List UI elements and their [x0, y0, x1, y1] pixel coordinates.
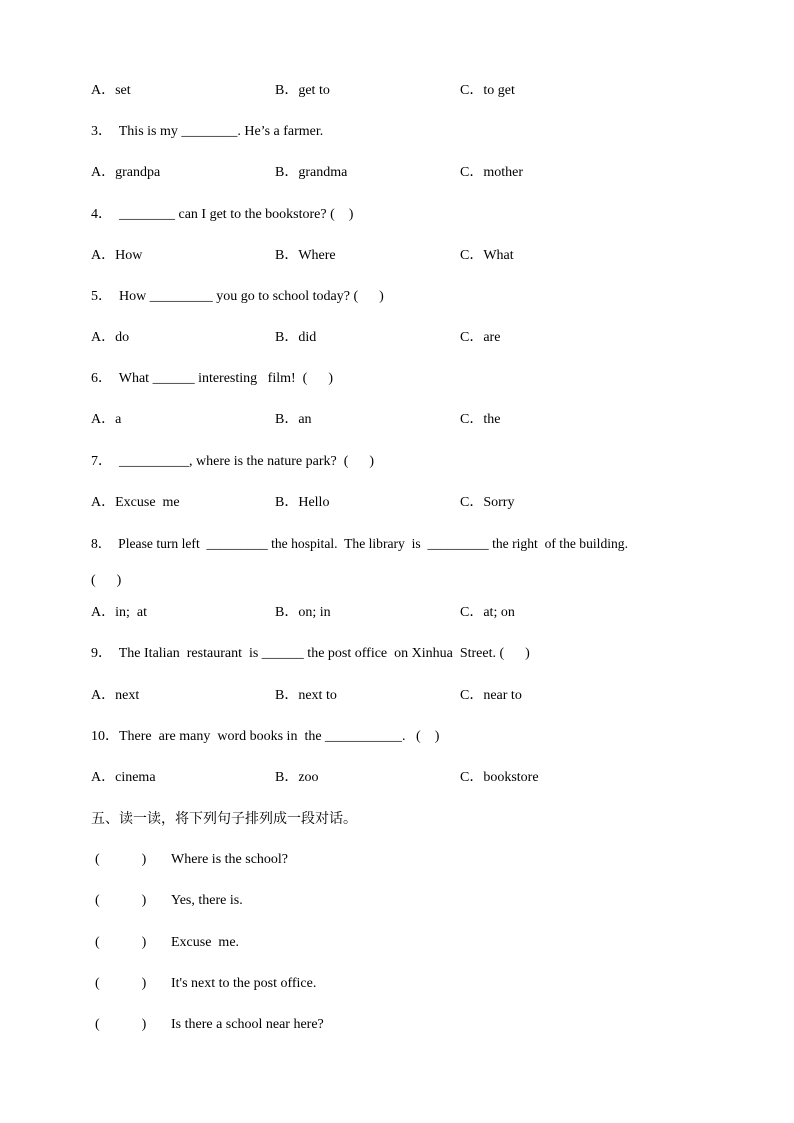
option-b: B．on; in: [275, 605, 331, 620]
question-stem: 6． What ______ interesting film! ( ): [91, 371, 333, 386]
option-a: A．cinema: [91, 770, 156, 785]
answer-paren: ( ): [95, 976, 147, 991]
option-b: B．get to: [275, 83, 330, 98]
option-a: A．Excuse me: [91, 495, 180, 510]
dialogue-sentence: It's next to the post office.: [171, 976, 317, 991]
question-stem: 4． ________ can I get to the bookstore? ( ): [91, 207, 354, 222]
question-stem: 7． __________, where is the nature park? ( ): [91, 454, 375, 469]
option-c: C．Sorry: [460, 495, 515, 510]
option-c: C．to get: [460, 83, 515, 98]
question-stem: 10．There are many word books in the ___________. ( ): [91, 729, 440, 744]
answer-paren: ( ): [95, 852, 147, 867]
option-b: B．did: [275, 330, 317, 345]
option-a: A．How: [91, 248, 143, 263]
option-c: C．the: [460, 412, 501, 427]
option-a: A．set: [91, 83, 131, 98]
option-c: C．are: [460, 330, 501, 345]
option-a: A．do: [91, 330, 130, 345]
question-stem: 8． Please turn left _________ the hospital. The library is _________ the right of the building.: [91, 536, 629, 551]
answer-paren: ( ): [95, 1017, 147, 1032]
option-c: C．bookstore: [460, 770, 539, 785]
section-heading: 五、读一读，将下列句子排列成一段对话。: [91, 811, 357, 827]
dialogue-sentence: Excuse me.: [171, 935, 240, 950]
option-a: A．in; at: [91, 605, 147, 620]
option-c: C．mother: [460, 165, 523, 180]
question-stem: 9． The Italian restaurant is ______ the post office on Xinhua Street. ( ): [91, 646, 530, 661]
dialogue-sentence: Where is the school?: [171, 852, 289, 867]
option-b: B．an: [275, 412, 312, 427]
option-b: B．Hello: [275, 495, 330, 510]
option-c: C．at; on: [460, 605, 515, 620]
option-b: B．Where: [275, 248, 336, 263]
dialogue-sentence: Yes, there is.: [171, 893, 243, 908]
dialogue-sentence: Is there a school near here?: [171, 1017, 324, 1032]
option-a: A．next: [91, 688, 140, 703]
answer-paren: ( ): [91, 573, 122, 588]
option-c: C．near to: [460, 688, 522, 703]
answer-paren: ( ): [95, 935, 147, 950]
option-b: B．zoo: [275, 770, 319, 785]
option-c: C．What: [460, 248, 514, 263]
option-a: A．grandpa: [91, 165, 161, 180]
option-a: A．a: [91, 412, 122, 427]
option-b: B．grandma: [275, 165, 348, 180]
option-b: B．next to: [275, 688, 337, 703]
question-stem: 3． This is my ________. He’s a farmer.: [91, 124, 324, 139]
answer-paren: ( ): [95, 893, 147, 908]
question-stem: 5． How _________ you go to school today? ( ): [91, 289, 384, 304]
